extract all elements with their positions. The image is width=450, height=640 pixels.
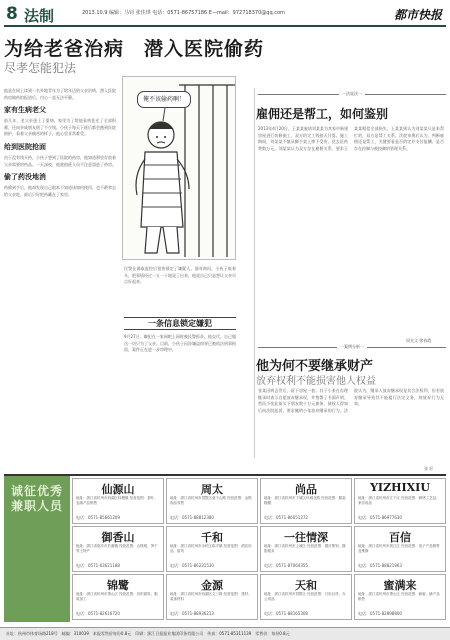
right-bottom-subheadline: 放弃权利不能损害他人权益	[256, 376, 376, 387]
section-body-2: 由于没有钱买药，小伙子想到了医院的药房，他知道那里存放着父亲需要的药品。一天深夜，他趁值班人员不注意溜进了药房。	[4, 154, 116, 167]
header-meta: 2013.10.9 编辑：马钊 张佳琪 电话：0571-86757186 E—mail：972718370@qq.com	[82, 10, 285, 16]
section-title-2: 给到医院抢面	[4, 142, 46, 151]
ad-cell[interactable]	[354, 526, 446, 572]
ad-phone: 电话：0571-85661209	[76, 515, 120, 520]
right-top-headline: 雇佣还是帮工，如何鉴别	[256, 107, 389, 121]
section-body-3: 药偷到手后，他却发现自己根本不知道该如何使用，也不敢拿去给父亲吃，最后只好把药藏在了家里。	[4, 185, 116, 197]
ad-lines: 地址：浙江省杭州市余杭区临平镇 经营范围：酒店用品、厨具	[170, 544, 252, 553]
ad-title: 御香山	[101, 531, 135, 544]
right-bottom-body	[258, 388, 444, 464]
page-footer	[0, 627, 450, 640]
ad-lines: 地址：浙江省杭州市上城区 经营范围：婚庆策划、摄影服务	[264, 544, 346, 553]
ad-cell[interactable]	[166, 526, 258, 572]
section-title-1: 家有生病老父	[4, 106, 46, 115]
right-bottom-author: 张 轩	[424, 466, 434, 471]
header-rule	[4, 25, 446, 27]
ad-phone: 电话：0571-88821963	[358, 563, 402, 568]
ad-cell[interactable]	[166, 478, 258, 524]
ad-lines: 地址：浙江省杭州市下城区环城北路 经营范围：服装鞋帽	[264, 496, 346, 505]
footer-text: 社址：杭州市体育场路218号 邮编：310039 本报零售价每份0.8元 印刷：浙江日报报业集团印务有限公司 传真：0571-85311139 零售价：每份0.8元	[6, 631, 290, 636]
ad-lines: 地址：浙江省杭州市西湖区文三路 经营范围：建材、装饰材料	[170, 592, 252, 601]
ad-phone: 电话：0571-86051272	[264, 515, 308, 520]
right-top-body	[258, 126, 444, 336]
lead-column-2	[124, 266, 236, 314]
ad-phone: 电话：0571-82616720	[76, 611, 120, 616]
column-divider	[254, 88, 255, 458]
promo-text: 诚征优秀兼职人员	[10, 484, 63, 513]
ad-cell[interactable]	[260, 478, 352, 524]
right-top-body-text: 2013年4月20日，王某某雇请刘某某为其家中新建房屋进行装修施工，双方约定工钱按天计算。施工期间，刘某某不慎从脚手架上摔下受伤，花去医药费数万元。刘某某认为双方存在雇佣关系，要求王某某赔偿全部损失；王某某则认为刘某某只是来帮忙的，双方是帮工关系。法院审理后认为，判断雇佣还是帮工，关键要看是否约定并支付报酬、是否存在控制与被控制的管理关系。	[258, 126, 444, 151]
lead-subheadline: 尽孝怎能犯法	[4, 61, 77, 75]
section-name: 法制	[24, 7, 55, 25]
ad-cell[interactable]	[354, 574, 446, 620]
lead-headline: 为给老爸治病 潜入医院偷药	[4, 38, 265, 60]
ad-title: 周太	[201, 483, 223, 496]
ad-cell[interactable]	[72, 574, 164, 620]
ad-title: 一往情深	[284, 531, 328, 544]
page-number: 8	[6, 4, 18, 24]
ad-lines: 地址：浙江省杭州市拱墅区 经营范围：日用百货、办公用品	[264, 592, 346, 601]
ad-cell[interactable]	[354, 478, 446, 524]
ad-phone: 电话：0571-88165308	[264, 611, 308, 616]
illustration	[122, 76, 236, 260]
right-bottom-headline: 他为何不要继承财产	[256, 359, 374, 374]
right-bottom-body-text: 张某因病去世后，留下房屋一套。其子小张在办理继承时表示自愿放弃继承权，并签署了书面声明。然而小张此前欠下朋友数十万元债务，债权人得知后向法院起诉，要求撤销小张放弃继承的行为。法院认为，继承人放弃继承权是其合法权利，但若放弃继承导致其不能履行法定义务，则放弃行为无效。	[258, 388, 444, 413]
ad-title: 蜜满来	[383, 579, 417, 592]
ad-phone: 电话：0571-82898800	[358, 611, 402, 616]
speech-bubble: 俺不该偷药啊！	[137, 91, 191, 108]
right-bottom-tag-bar	[258, 343, 446, 351]
ad-title: YIZHIXIU	[370, 481, 430, 494]
lead-column-1	[4, 88, 116, 466]
ad-cell[interactable]	[166, 574, 258, 620]
ad-title: 千和	[201, 531, 223, 544]
lead-intro: 他是在网上读到一名外地青年为了给年迈的父亲治病，潜入医院药房偷药的报道后，内心一直无法平静。	[4, 88, 116, 100]
ad-lines: 地址：浙江省杭州市西湖区转塘镇 经营范围：茶叶、农副产品销售	[76, 496, 158, 505]
promo-block	[4, 476, 70, 622]
ad-cell[interactable]	[260, 526, 352, 572]
ad-title: 仙源山	[101, 483, 135, 496]
ad-lines: 地址：浙江省杭州市萧山区 经营范围：纺织面料、服装加工	[76, 592, 158, 601]
ad-title: 百信	[389, 531, 411, 544]
right-top-tag: 一法说法一	[339, 90, 365, 98]
ad-cell[interactable]	[72, 478, 164, 524]
ad-lines: 地址：浙江省临安市於潜镇 经营范围：山核桃、笋干等土特产	[76, 544, 158, 553]
ad-phone: 电话：0571-86231530	[170, 563, 214, 568]
page-header	[4, 4, 446, 24]
box-headline: 一条信息锁定嫌犯	[124, 317, 236, 330]
ad-lines: 地址：浙江省杭州市滨江区 经营范围：电子产品销售及维修	[358, 544, 440, 553]
ad-title: 金源	[201, 579, 223, 592]
ad-phone: 电话：0571-86977630	[358, 515, 402, 520]
ad-phone: 电话：0571-87064355	[264, 563, 308, 568]
box-body	[124, 334, 236, 468]
ad-lines: 地址：浙江省杭州市江干区 经营范围：刺绣工艺品、家纺用品	[358, 496, 440, 505]
ad-lines: 地址：浙江省杭州市萧山区 经营范围：蜂蜜、蜂产品销售	[358, 592, 440, 601]
ad-title: 锦鹭	[107, 579, 129, 592]
section-title-3: 偷了药没地消	[4, 173, 46, 182]
right-top-tag-bar	[258, 90, 446, 98]
right-top-author: 周光文 徐春霞	[406, 338, 432, 343]
box-body-text: 9月27日，嫌犯在一家网吧上网时被民警抓获。他交代，自己做这一切只为了父亲。目前，小伙子因涉嫌盗窃罪已被依法刑事拘留，案件正在进一步审理中。	[124, 334, 236, 353]
lead-column-2-text: 民警在调取监控后很快锁定了嫌疑人。面对询问，小伙子低着头，把事情经过一五一十地说了出来，他说自己只是想让父亲早点好起来。	[124, 266, 236, 285]
ad-phone: 电话：0571-63621188	[76, 563, 120, 568]
right-bottom-tag: 一案例分析一	[337, 343, 367, 351]
ad-cell[interactable]	[260, 574, 352, 620]
ad-title: 天和	[295, 579, 317, 592]
ad-phone: 电话：0571-88936213	[170, 611, 214, 616]
ad-phone: 电话：0571-88812380	[170, 515, 214, 520]
ad-lines: 地址：浙江省杭州市拱墅区莫干山路 经营范围：金银饰品零售	[170, 496, 252, 505]
ad-section	[4, 474, 446, 620]
ad-title: 尚品	[295, 483, 317, 496]
ad-cell[interactable]	[72, 526, 164, 572]
section-body-1: 前几年，老父亲患上了重病，家里为了给他看病花光了全部积蓄，还向亲戚朋友借了不少钱。小伙子每天下班后都会跑到医院陪护，看着父亲痛苦的样子，他心里非常难受。	[4, 118, 116, 137]
newspaper-name: 都市快报	[393, 8, 442, 22]
